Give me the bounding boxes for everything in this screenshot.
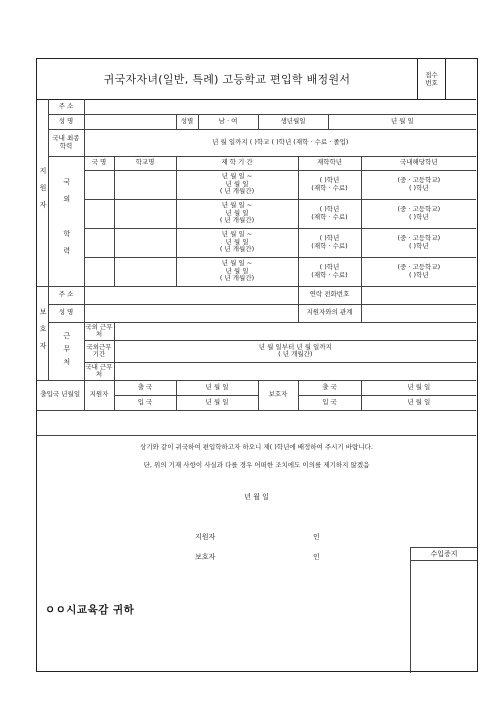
- form-header: [37, 59, 476, 100]
- col-period: 재 학 기 간: [176, 156, 298, 170]
- application-form: [36, 58, 478, 672]
- col-country: 국 명: [84, 156, 114, 170]
- foreign-education-label: 국외 학력: [48, 156, 84, 286]
- applicant-arrival-date[interactable]: 년 월 일: [176, 395, 258, 410]
- receipt-number-label: 접수 번호: [418, 59, 446, 99]
- country-field[interactable]: [84, 257, 114, 286]
- period-field[interactable]: 년 월 일 ~ 년 월 일 ( 년 개월간): [176, 257, 298, 286]
- col-grade: 재학학년: [298, 156, 361, 170]
- domestic-workplace-field[interactable]: [114, 362, 476, 380]
- foreign-workplace-field[interactable]: [114, 322, 476, 340]
- gender-field[interactable]: 남 · 여: [198, 114, 258, 129]
- school-name-field[interactable]: [114, 199, 176, 228]
- guardian-contact-field[interactable]: [361, 286, 476, 304]
- grade-field[interactable]: ( )학년 (재학 · 수료): [298, 199, 361, 228]
- period-field[interactable]: 년 월 일 ~ 년 월 일 ( 년 개월간): [176, 170, 298, 199]
- gender-label: 성별: [176, 114, 198, 129]
- applicant-name-field[interactable]: [84, 114, 176, 129]
- revenue-stamp-label: 수입증지: [411, 548, 477, 561]
- statement-line-1: 상기와 같이 귀국하여 편입학하고자 하오니 제( )학년에 배정하여 주시기 바랍니다.: [140, 443, 373, 451]
- form-table: [37, 99, 476, 411]
- applicant-departure-label: 출 국: [114, 380, 176, 395]
- school-name-field[interactable]: [114, 228, 176, 257]
- applicant-departure-date[interactable]: 년 월 일: [176, 380, 258, 395]
- foreign-workplace-label: 국외 근무처: [85, 322, 113, 338]
- receipt-number-box: [417, 59, 477, 99]
- domestic-grade-field[interactable]: (중 · 고등학교) ( )학년: [361, 228, 476, 257]
- application-date[interactable]: 년 월 일: [244, 493, 269, 501]
- workplace-label: 근무처: [48, 322, 84, 380]
- guardian-address-label: 주 소: [48, 286, 84, 304]
- domestic-grade-field[interactable]: (중 · 고등학교) ( )학년: [361, 170, 476, 199]
- guardian-relation-label: 지원자와의 관계: [298, 304, 361, 322]
- guardian-relation-field[interactable]: [361, 304, 476, 322]
- foreign-work-period-label: 국외근무 기간: [84, 340, 114, 362]
- guardian-departure-date[interactable]: 년 월 일: [361, 380, 476, 395]
- school-name-field[interactable]: [114, 257, 176, 286]
- domestic-workplace-label: 국내 근무처: [85, 362, 113, 378]
- applicant-name-label: 성 명: [48, 114, 84, 129]
- period-field[interactable]: 년 월 일 ~ 년 월 일 ( 년 개월간): [176, 228, 298, 257]
- guardian-departure-label: 출 국: [298, 380, 361, 395]
- grade-field[interactable]: ( )학년 (재학 · 수료): [298, 257, 361, 286]
- guardian-name-label: 성 명: [48, 304, 84, 322]
- grade-field[interactable]: ( )학년 (재학 · 수료): [298, 170, 361, 199]
- domestic-grade-field[interactable]: (중 · 고등학교) ( )학년: [361, 199, 476, 228]
- applicant-address-label: 주 소: [48, 99, 84, 114]
- travel-date-label: 출입국 년월일: [37, 380, 84, 410]
- revenue-stamp-box: [410, 547, 477, 673]
- guardian-name-field[interactable]: [84, 304, 298, 322]
- signer-guardian-label: 보호자: [195, 553, 216, 561]
- country-field[interactable]: [84, 199, 114, 228]
- guardian-arrival-date[interactable]: 년 월 일: [361, 395, 476, 410]
- form-title: 귀국자자녀(일반, 특례) 고등학교 편입학 배정원서: [103, 73, 351, 86]
- applicant-seal[interactable]: 인: [313, 533, 320, 541]
- table-row: [37, 170, 476, 199]
- statement-line-2: 단, 위의 기재 사항이 사실과 다를 경우 어떠한 조치에도 이의를 제기하지 않겠음: [143, 461, 370, 469]
- foreign-work-period-field[interactable]: 년 월 일부터 년 월 일까지 ( 년 개월간): [114, 340, 476, 362]
- guardian-section-label: 보호자: [37, 286, 48, 380]
- domestic-education-field[interactable]: 년 월 일까지 ( )학교 ( )학년 (재학 · 수료 · 졸업): [84, 129, 476, 156]
- col-domestic-grade: 국내해당학년: [361, 156, 476, 170]
- applicant-arrival-label: 입 국: [114, 395, 176, 410]
- grade-field[interactable]: ( )학년 (재학 · 수료): [298, 228, 361, 257]
- travel-guardian-label: 보호자: [258, 380, 298, 410]
- applicant-address-field[interactable]: [84, 99, 476, 114]
- addressee: ㅇㅇ시교육감 귀하: [45, 604, 135, 616]
- table-row: [37, 257, 476, 286]
- guardian-address-field[interactable]: [84, 286, 298, 304]
- domestic-grade-field[interactable]: (중 · 고등학교) ( )학년: [361, 257, 476, 286]
- col-school-name: 학교명: [114, 156, 176, 170]
- guardian-seal[interactable]: 인: [313, 553, 320, 561]
- applicant-section-label: 지원자: [37, 99, 48, 286]
- travel-applicant-label: 지원자: [84, 380, 114, 410]
- school-name-field[interactable]: [114, 170, 176, 199]
- birth-field[interactable]: 년 월 일: [328, 114, 476, 129]
- guardian-contact-label: 연락 전화번호: [298, 286, 361, 304]
- table-row: [37, 199, 476, 228]
- domestic-education-label: 국내 최종 학력: [48, 129, 84, 156]
- country-field[interactable]: [84, 170, 114, 199]
- guardian-arrival-label: 입 국: [298, 395, 361, 410]
- birth-label: 생년월일: [258, 114, 328, 129]
- country-field[interactable]: [84, 228, 114, 257]
- signer-applicant-label: 지원자: [195, 533, 216, 541]
- period-field[interactable]: 년 월 일 ~ 년 월 일 ( 년 개월간): [176, 199, 298, 228]
- table-row: [37, 228, 476, 257]
- declaration-area: [37, 435, 476, 672]
